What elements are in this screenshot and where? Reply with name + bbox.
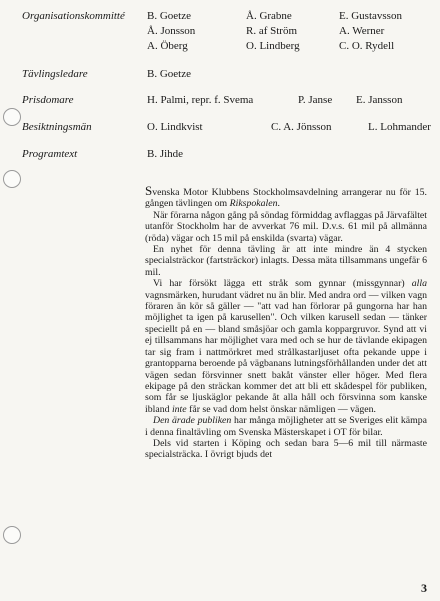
role-organisationskommitte — [22, 10, 432, 60]
role-label: Tävlingsledare — [22, 68, 88, 80]
binder-hole — [3, 170, 21, 188]
role-label: Organisationskommitté — [22, 10, 125, 22]
person-name: H. Palmi, repr. f. Svema — [147, 94, 254, 106]
paragraph: Svenska Motor Klubbens Stockholmsavdelning arrangerar nu för 15. gången tävlingen om Rikspokalen. — [145, 183, 427, 210]
program-text — [145, 185, 427, 461]
role-tavlingsledare — [22, 68, 432, 88]
role-besiktningsman — [22, 121, 432, 141]
person-name: O. Lindberg — [246, 40, 300, 52]
person-name: O. Lindkvist — [147, 121, 203, 133]
person-name: A. Öberg — [147, 40, 188, 52]
person-name: B. Jihde — [147, 148, 184, 160]
person-name: L. Lohmander — [368, 121, 431, 133]
role-label: Programtext — [22, 148, 78, 160]
binder-hole — [3, 526, 21, 544]
role-label: Prisdomare — [22, 94, 74, 106]
role-programtext — [22, 148, 432, 168]
person-name: R. af Ström — [246, 25, 298, 37]
paragraph: När förarna någon gång på söndag förmiddag avflaggas på Järvafältet utanför Stockholm har de avverkat 76 mil. D.v.s. 61 mil på allmänna (röda) vägar och 15 mil på enskilda (svarta) vägar. — [145, 209, 427, 244]
paragraph: Vi har försökt lägga ett stråk som gynnar (missgynnar) alla vagnsmärken, hurudant vädret nu än blir. Med andra ord — vilken vagn föraren än kör så gäller — "att vad han förlorar på gungorna har han möjlighet ta igen på karusellen". Och vilken karusell sedan — tänker speciellt på en — bland småsjöar och gamla koppargruvor. Synd att vi ej tillsammans har möjlighet vara med och se hur de tävlande ekipagen tar sig fram i nattmörkret med strålkastarljuset ofta pekande uppe i grantopparna beroende på vägbanans lutningsförhållanden under det att vägen sedan försvinner snett bakåt vänster eller höger. Med flera ekipage på den sträckan kommer det att bli ett skådespel för publiken, som får se ljuskäglor pekande åt alla håll och försvinna som kanske ibland inte får se vad dom helst önskar nämligen — vägen. — [145, 278, 427, 415]
person-name: B. Goetze — [147, 68, 191, 80]
role-label: Besiktningsmän — [22, 121, 92, 133]
person-name: E. Gustavsson — [339, 10, 402, 22]
person-name: C. A. Jönsson — [271, 121, 332, 133]
binder-hole — [3, 108, 21, 126]
person-name: Å. Grabne — [246, 10, 292, 22]
role-prisdomare — [22, 94, 432, 114]
person-name: A. Werner — [339, 25, 385, 37]
person-name: P. Janse — [298, 94, 333, 106]
person-name: B. Goetze — [147, 10, 191, 22]
paragraph: Dels vid starten i Köping och sedan bara 5—6 mil till närmaste specialsträcka. I övrigt bjuds det — [145, 437, 427, 461]
paragraph: En nyhet för denna tävling är att inte mindre än 4 stycken specialsträckor (fartsträckor) inlagts. Dessa mäta tillsammans ungefär 6 mil. — [145, 244, 427, 278]
person-name: C. O. Rydell — [339, 40, 395, 52]
page-number: 3 — [421, 581, 427, 595]
person-name: E. Jansson — [356, 94, 403, 106]
paragraph: Den ärade publiken har många möjligheter att se Sveriges elit kämpa i denna finaltävling om Svenska Mästerskapet i OT för bilar. — [145, 415, 427, 438]
person-name: Å. Jonsson — [147, 25, 196, 37]
drop-cap: S — [145, 183, 153, 198]
committee-list — [22, 10, 432, 160]
